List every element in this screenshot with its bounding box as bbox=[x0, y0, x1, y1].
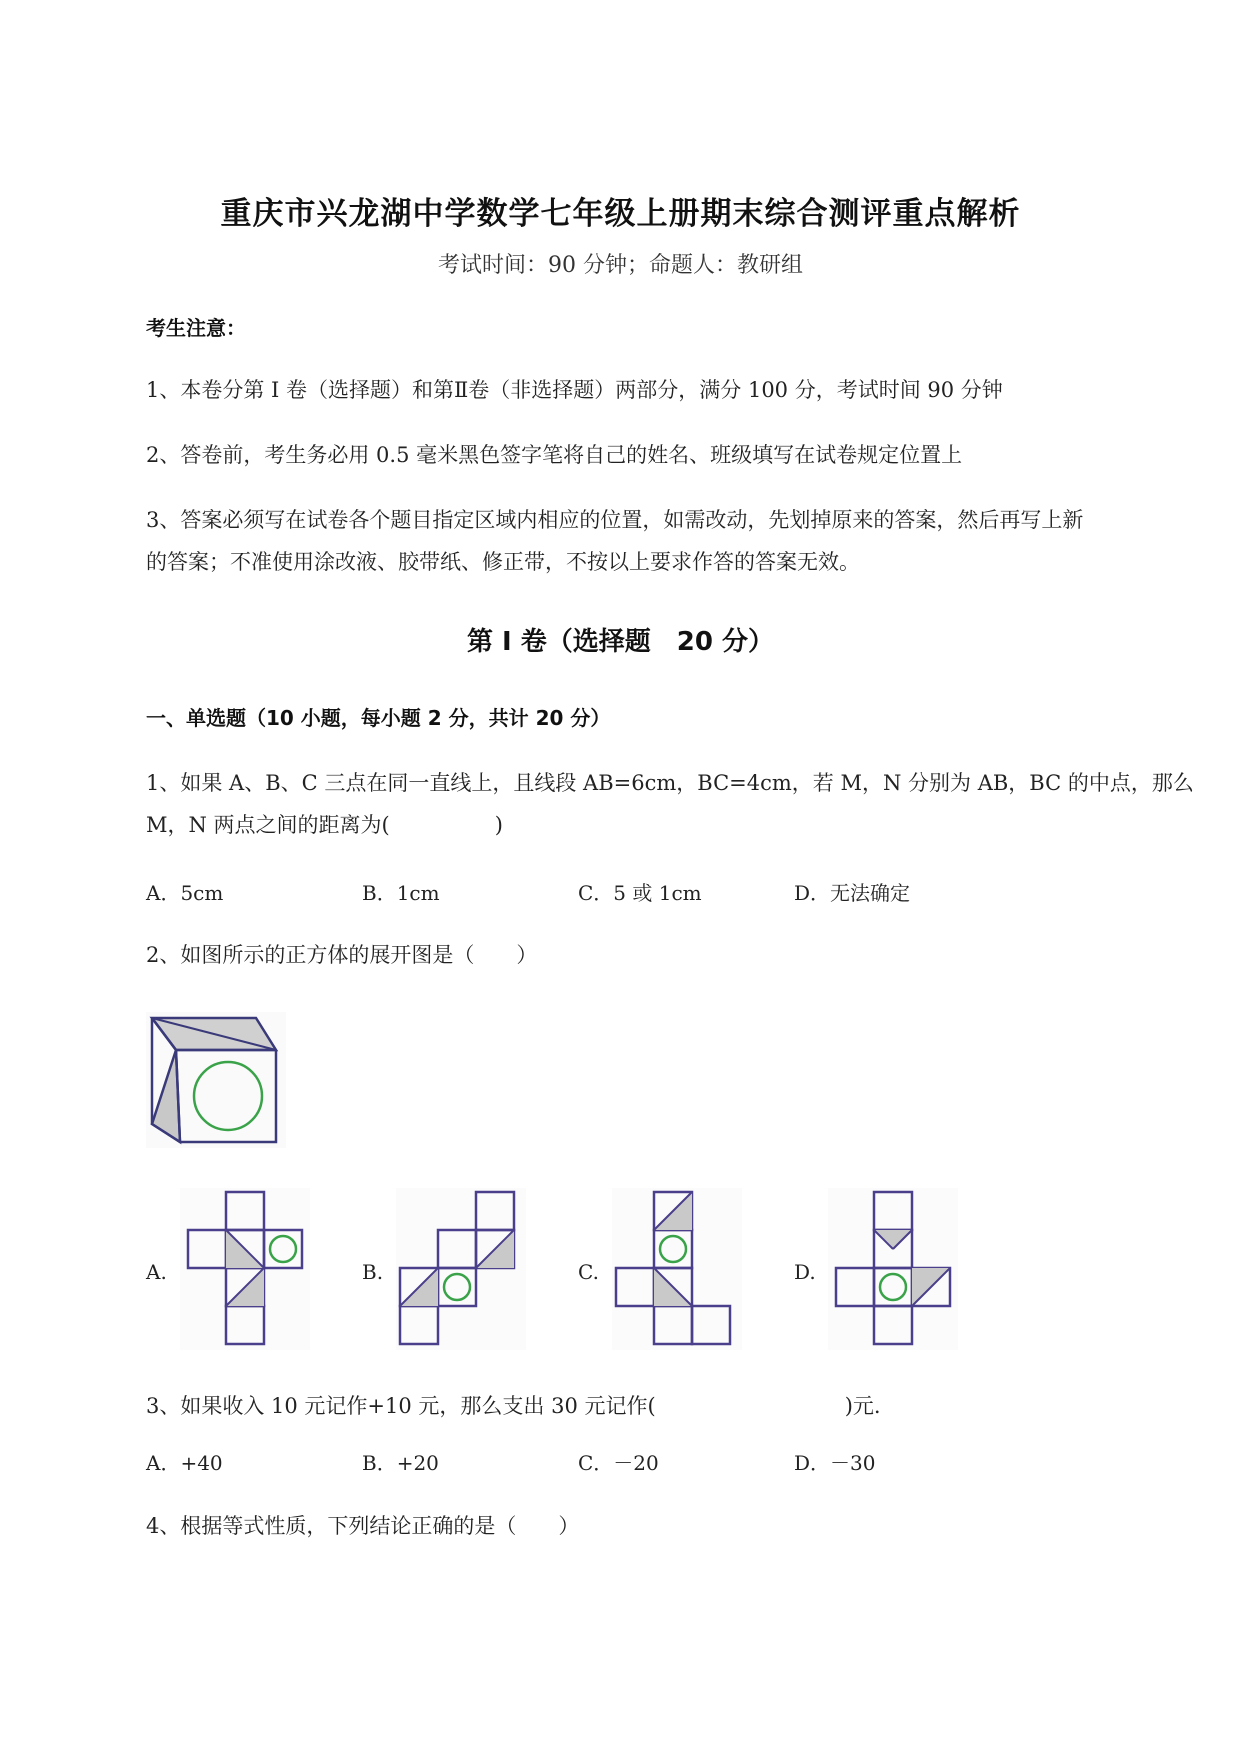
q1-option-c[interactable]: C．5 或 1cm bbox=[578, 881, 702, 905]
net-c-figure[interactable] bbox=[612, 1188, 742, 1350]
q2-option-b[interactable]: B. bbox=[362, 1260, 384, 1284]
q1-option-d[interactable]: D．无法确定 bbox=[794, 881, 911, 905]
net-a-figure[interactable] bbox=[180, 1188, 310, 1350]
exam-info: 考试时间：90 分钟；命题人：教研组 bbox=[438, 253, 803, 278]
q3-option-d[interactable]: D．－30 bbox=[794, 1451, 876, 1475]
q3-option-a[interactable]: A．+40 bbox=[146, 1451, 223, 1475]
q3-text: 3、如果收入 10 元记作+10 元，那么支出 30 元记作( )元. bbox=[146, 1394, 881, 1418]
notice-heading: 考生注意： bbox=[146, 316, 246, 340]
q2-option-d[interactable]: D. bbox=[794, 1260, 816, 1284]
q1-text-cont: M，N 两点之间的距离为( ) bbox=[146, 813, 503, 837]
q4-text: 4、根据等式性质，下列结论正确的是（ ） bbox=[146, 1514, 580, 1538]
part1-heading: 第 I 卷（选择题 20 分） bbox=[466, 627, 774, 657]
notice-item-2: 2、答卷前，考生务必用 0.5 毫米黑色签字笔将自己的姓名、班级填写在试卷规定位置上 bbox=[146, 443, 963, 467]
notice-item-3: 3、答案必须写在试卷各个题目指定区域内相应的位置，如需改动，先划掉原来的答案，然后再写上新 bbox=[146, 508, 1084, 532]
q2-text: 2、如图所示的正方体的展开图是（ ） bbox=[146, 943, 538, 967]
notice-item-3-cont: 的答案；不准使用涂改液、胶带纸、修正带，不按以上要求作答的答案无效。 bbox=[146, 550, 860, 574]
notice-item-1: 1、本卷分第 I 卷（选择题）和第Ⅱ卷（非选择题）两部分，满分 100 分，考试时间 90 分钟 bbox=[146, 378, 1003, 402]
q3-option-c[interactable]: C．－20 bbox=[578, 1451, 659, 1475]
q1-text: 1、如果 A、B、C 三点在同一直线上，且线段 AB=6cm，BC=4cm，若 M，N 分别为 AB，BC 的中点，那么 bbox=[146, 771, 1194, 795]
page-title: 重庆市兴龙湖中学数学七年级上册期末综合测评重点解析 bbox=[220, 196, 1021, 232]
part1-subheading: 一、单选题（10 小题，每小题 2 分，共计 20 分） bbox=[146, 706, 611, 730]
net-d-figure[interactable] bbox=[828, 1188, 958, 1350]
net-b-figure[interactable] bbox=[396, 1188, 526, 1350]
q1-option-b[interactable]: B．1cm bbox=[362, 881, 440, 905]
q2-option-c[interactable]: C. bbox=[578, 1260, 599, 1284]
q2-option-a[interactable]: A. bbox=[146, 1260, 167, 1284]
q3-option-b[interactable]: B．+20 bbox=[362, 1451, 439, 1475]
cube-figure bbox=[146, 1012, 286, 1148]
q1-option-a[interactable]: A．5cm bbox=[146, 881, 224, 905]
